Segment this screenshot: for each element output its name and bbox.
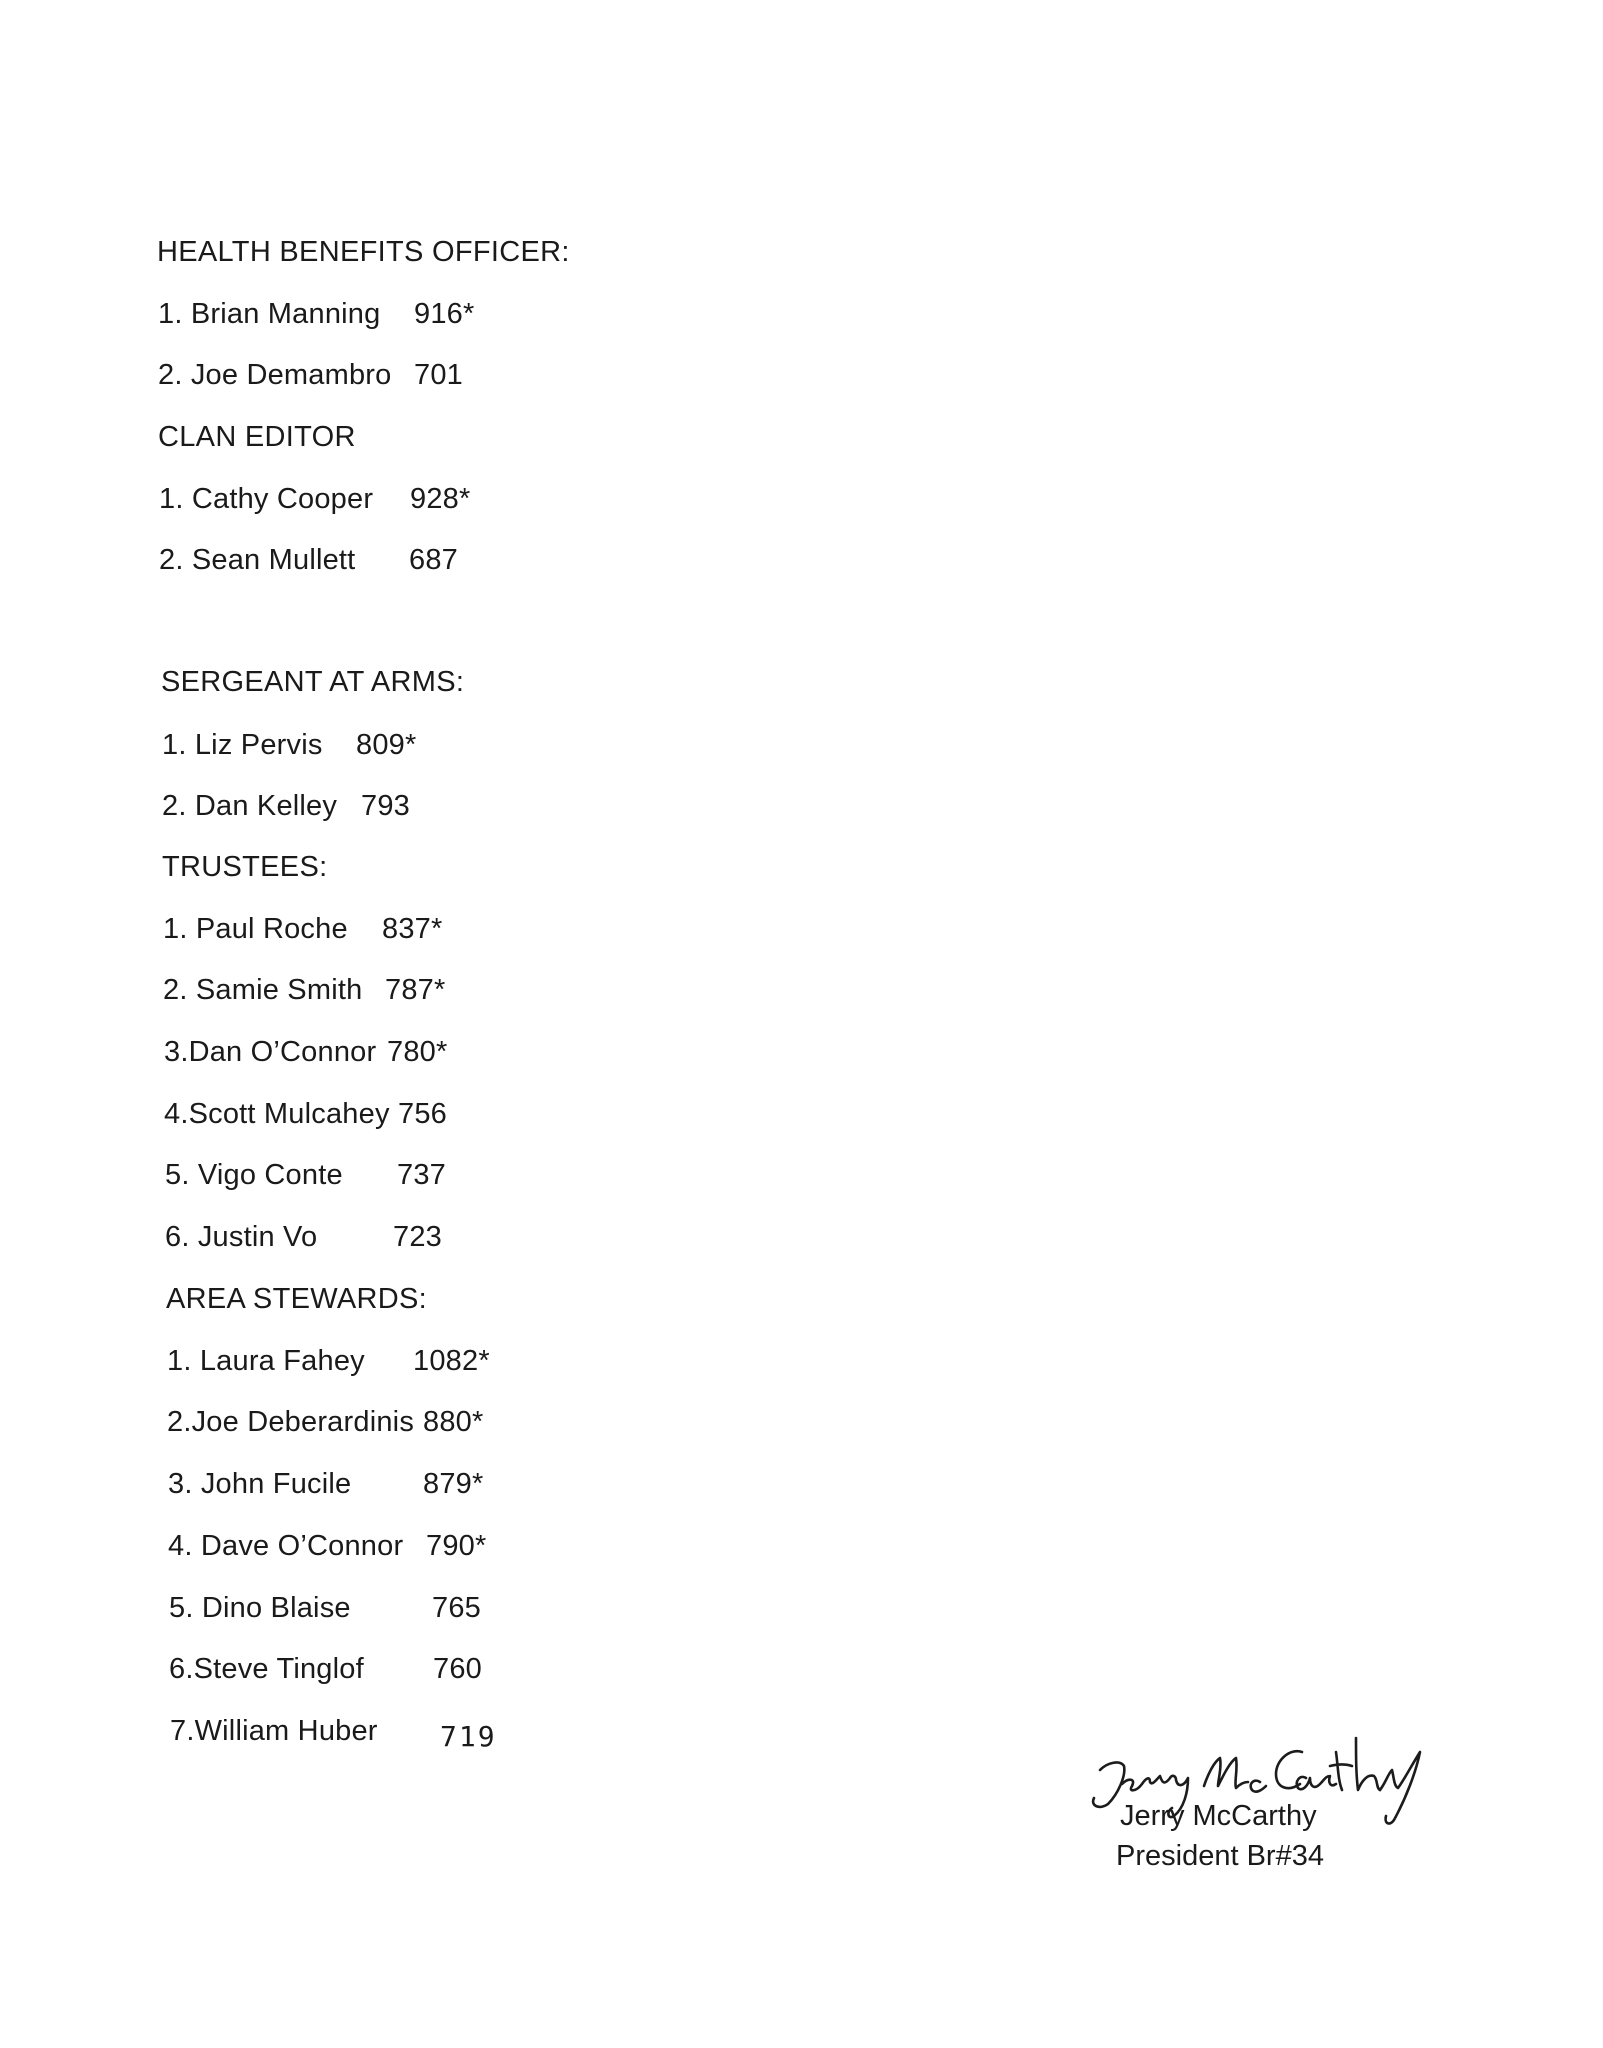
vote-count: 765	[432, 1592, 481, 1624]
vote-count: 837*	[382, 913, 443, 945]
candidate-name: 2. Dan Kelley	[162, 790, 338, 822]
candidate-name: 5. Dino Blaise	[169, 1592, 351, 1624]
vote-count: 880*	[423, 1406, 484, 1438]
result-row	[159, 481, 471, 517]
result-row	[167, 1343, 490, 1379]
vote-count: 756	[398, 1098, 447, 1130]
candidate-name: 6.Steve Tinglof	[169, 1653, 364, 1685]
section-heading-area-stewards: AREA STEWARDS:	[166, 1283, 427, 1315]
vote-count: 760	[433, 1653, 482, 1685]
result-row	[164, 1034, 448, 1070]
candidate-name: 2. Joe Demambro	[158, 359, 392, 391]
candidate-name: 3. John Fucile	[168, 1468, 352, 1500]
result-row	[164, 1096, 447, 1132]
section-heading-health-benefits: HEALTH BENEFITS OFFICER:	[157, 236, 570, 268]
result-row	[168, 1466, 484, 1502]
signatory-name: Jerry McCarthy	[1120, 1800, 1317, 1832]
result-row	[167, 1404, 484, 1440]
vote-count: 780*	[387, 1036, 448, 1068]
vote-count: 719	[440, 1720, 497, 1753]
vote-count: 687	[409, 544, 458, 576]
candidate-name: 7.William Huber	[170, 1715, 378, 1747]
section-heading-trustees: TRUSTEES:	[162, 851, 328, 883]
signatory-title: President Br#34	[1116, 1840, 1324, 1872]
candidate-name: 2.Joe Deberardinis	[167, 1406, 415, 1438]
result-row	[169, 1651, 482, 1687]
result-row	[162, 788, 410, 824]
candidate-name: 1. Paul Roche	[163, 913, 348, 945]
vote-count: 879*	[423, 1468, 484, 1500]
vote-count: 790*	[426, 1530, 487, 1562]
result-row	[165, 1219, 442, 1255]
result-row	[159, 542, 458, 578]
candidate-name: 3.Dan O’Connor	[164, 1036, 377, 1068]
vote-count: 723	[393, 1221, 442, 1253]
vote-count: 928*	[410, 483, 471, 515]
vote-count: 737	[397, 1159, 446, 1191]
candidate-name: 1. Laura Fahey	[167, 1345, 365, 1377]
candidate-name: 1. Brian Manning	[158, 298, 381, 330]
candidate-name: 2. Sean Mullett	[159, 544, 356, 576]
vote-count: 787*	[385, 974, 446, 1006]
result-row	[158, 296, 475, 332]
candidate-name: 1. Liz Pervis	[162, 729, 323, 761]
vote-count: 701	[414, 359, 463, 391]
result-row	[170, 1713, 497, 1753]
result-row	[169, 1590, 481, 1626]
candidate-name: 2. Samie Smith	[163, 974, 363, 1006]
result-row	[168, 1528, 487, 1564]
candidate-name: 4. Dave O’Connor	[168, 1530, 404, 1562]
result-row	[158, 357, 463, 393]
candidate-name: 5. Vigo Conte	[165, 1159, 343, 1191]
result-row	[165, 1157, 446, 1193]
vote-count: 809*	[356, 729, 417, 761]
result-row	[162, 727, 417, 763]
vote-count: 916*	[414, 298, 475, 330]
candidate-name: 1. Cathy Cooper	[159, 483, 374, 515]
vote-count: 1082*	[413, 1345, 490, 1377]
section-heading-sergeant-at-arms: SERGEANT AT ARMS:	[161, 666, 465, 698]
candidate-name: 4.Scott Mulcahey	[164, 1098, 390, 1130]
vote-count: 793	[361, 790, 410, 822]
candidate-name: 6. Justin Vo	[165, 1221, 318, 1253]
section-heading-clan-editor: CLAN EDITOR	[158, 421, 356, 453]
result-row	[163, 911, 443, 947]
result-row	[163, 972, 446, 1008]
